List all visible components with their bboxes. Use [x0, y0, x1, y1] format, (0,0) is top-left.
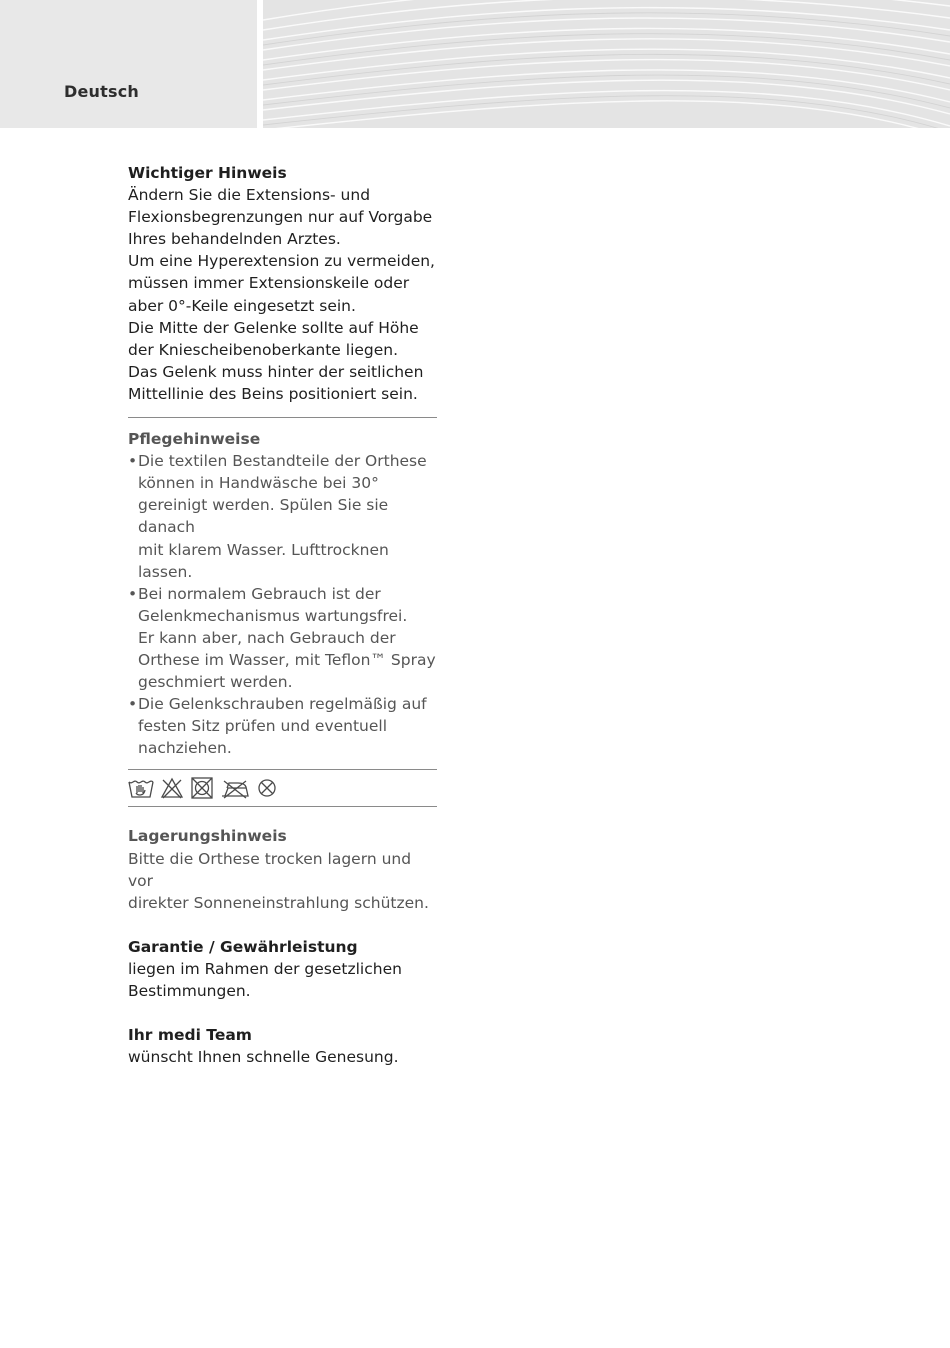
header-wave-decoration	[263, 0, 950, 128]
important-section	[128, 162, 438, 405]
wave-pattern-icon	[263, 0, 950, 128]
storage-text: Bitte die Orthese trocken lagern und vor direkter Sonneneinstrahlung schützen.	[128, 849, 429, 912]
language-label: Deutsch	[64, 82, 139, 101]
storage-title: Lagerungshinweis	[128, 827, 287, 846]
do-not-bleach-icon	[160, 777, 184, 799]
do-not-tumble-dry-icon	[190, 777, 214, 799]
instructions-column	[128, 162, 438, 1068]
care-item: • Die Gelenkschrauben regelmäßig auf festen Sitz prüfen und eventuell nachziehen.	[128, 693, 438, 759]
team-section	[128, 1024, 438, 1068]
language-tab	[0, 0, 257, 128]
care-title: Pflegehinweise	[128, 430, 261, 449]
care-section	[128, 428, 438, 759]
warranty-section	[128, 936, 438, 1002]
storage-section	[128, 825, 438, 913]
team-text: wünscht Ihnen schnelle Genesung.	[128, 1048, 399, 1067]
care-symbols-row	[128, 770, 438, 806]
care-item: • Bei normalem Gebrauch ist der Gelenkmechanismus wartungsfrei. Er kann aber, nach Gebrauch der Orthese im Wasser, mit Teflon™ Spray geschmiert werden.	[128, 583, 438, 693]
page-header	[0, 0, 950, 128]
care-list	[128, 450, 438, 759]
do-not-iron-icon	[220, 777, 250, 799]
team-title: Ihr medi Team	[128, 1026, 252, 1045]
warranty-text: liegen im Rahmen der gesetzlichen Bestimmungen.	[128, 959, 402, 1000]
do-not-dry-clean-icon	[256, 777, 278, 799]
warranty-title: Garantie / Gewährleistung	[128, 937, 358, 956]
important-text: Ändern Sie die Extensions- und Flexionsbegrenzungen nur auf Vorgabe Ihres behandelnden Arztes. Um eine Hyperextension zu vermeiden, müssen immer Extensionskeile oder aber 0°-Keile eingesetzt sein. Die Mitte der Gelenke sollte auf Höhe der Kniescheibenoberkante liegen. Das Gelenk muss hinter der seitlichen Mittellinie des Beins positioniert sein.	[128, 186, 435, 403]
important-title: Wichtiger Hinweis	[128, 164, 287, 182]
care-item: • Die textilen Bestandteile der Orthese können in Handwäsche bei 30° gereinigt werden. Spülen Sie sie danach mit klarem Wasser. Lufttrocknen lassen.	[128, 450, 438, 583]
hand-wash-icon	[128, 777, 154, 799]
